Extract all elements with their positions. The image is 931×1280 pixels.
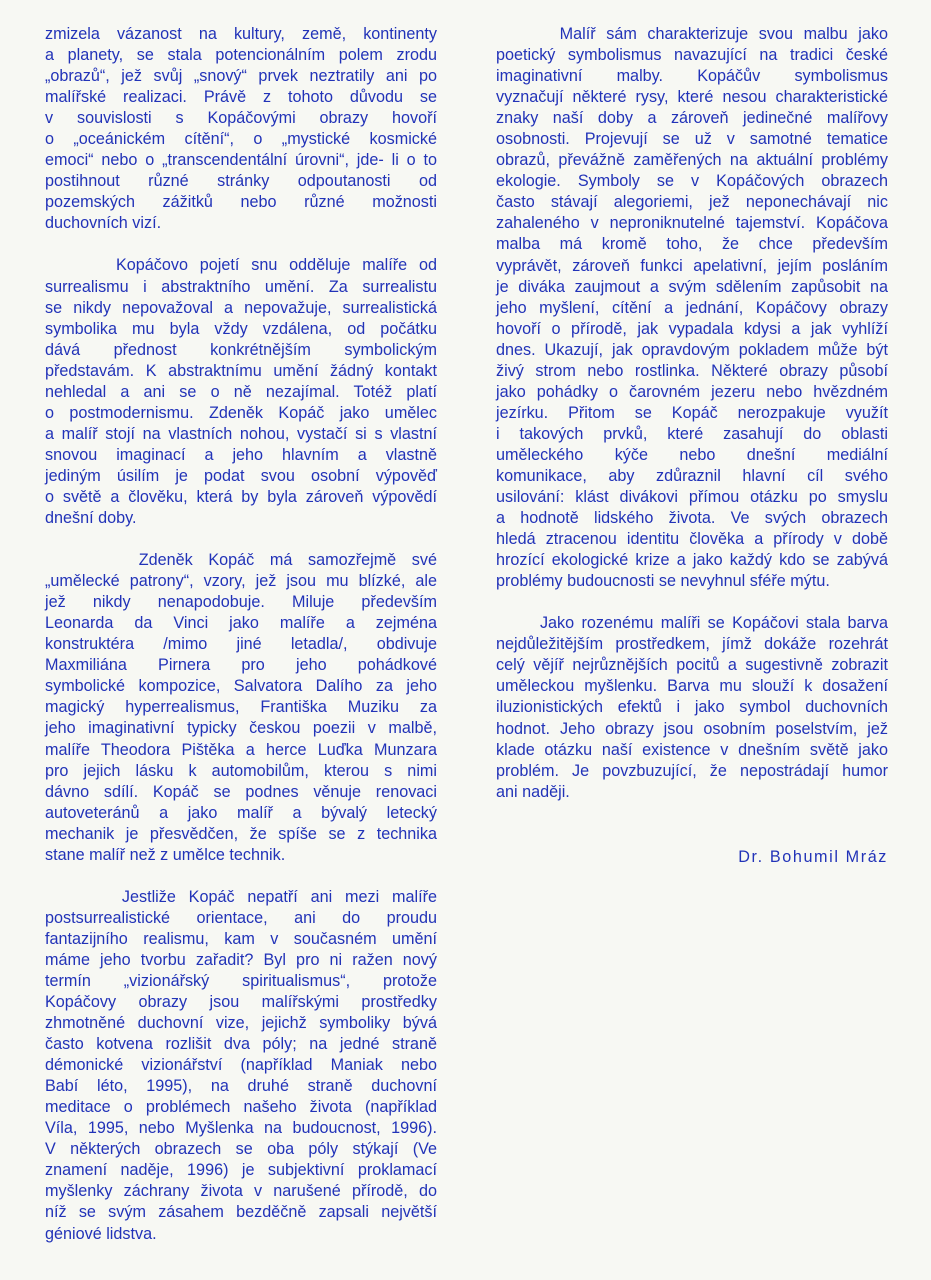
text-line: nejdůležitějším prostředkem, jímž dokáže rozehrát (496, 635, 888, 654)
text-line: Maxmiliána Pirnera pro jeho pohádkové (45, 656, 437, 675)
text-line: dnes. Ukazují, jak opravdovým pokladem může být (496, 340, 888, 359)
text-line: iluzionistických efektů i jako symbol duchovních (496, 698, 888, 717)
text-line: vyprávět, zároveň funkci apelativní, jejím posláním (496, 256, 888, 275)
text-line: dává přednost konkrétnějším symbolickým (45, 340, 437, 359)
text-line: problém. Je povzbuzující, že nepostrádají humor (496, 761, 888, 780)
text-line: konstruktéra /mimo jiné letadla/, obdivuje (45, 635, 437, 654)
text-line: živý strom nebo rostlinka. Některé obrazy působí (496, 361, 888, 380)
text-line: jeho imaginativní typicky českou poezii v malbě, (45, 719, 437, 738)
text-line: zhmotněné duchovní vize, jejichž symboliky bývá (45, 1014, 437, 1033)
text-line: magický hyperrealismus, Františka Muziku za (45, 698, 437, 717)
text-line: malba má kromě toho, že chce především (496, 235, 888, 254)
text-line: zmizela vázanost na kultury, země, kontinenty (45, 25, 437, 43)
text-line: vyznačují některé rysy, které nesou charakteristické (496, 88, 888, 107)
text-line: postihnout různé stránky odpoutanosti od (45, 172, 437, 191)
paragraph-gap (45, 234, 437, 255)
text-line: představám. K abstraktnímu umění žádný kontakt (45, 361, 437, 380)
paragraph (496, 24, 888, 592)
text-line: jediným úsilím je podat svou osobní výpověď (45, 466, 437, 485)
text-line: usilování: klást divákovi přímou otázku po smyslu (496, 488, 888, 507)
text-line: termín „vizionářský spiritualismus“, protože (45, 971, 437, 990)
text-line: v souvislosti s Kopáčovými obrazy hovoří (45, 109, 437, 128)
text-line: problémy budoucnosti se nevyhnul sféře mýtu. (496, 572, 830, 591)
text-line: jež nikdy nenapodobuje. Miluje především (45, 593, 437, 612)
text-line: znamení naděje, 1996) je subjektivní proklamací (45, 1161, 437, 1180)
text-line: V některých obrazech se oba póly stýkají (Ve (45, 1140, 437, 1159)
text-line: o „oceánickém cítění“, o „mystické kosmické (45, 130, 437, 149)
text-line: o světě a člověku, která by byla zároveň výpovědí (45, 487, 437, 506)
text-line: níž se svým zásahem bezděčně zapsali největší (45, 1203, 437, 1222)
paragraph-gap (496, 592, 888, 613)
text-line: a hodnotě lidského života. Ve svých obrazech (496, 509, 888, 528)
paragraph (45, 887, 437, 1245)
text-line: komunikace, aby zdůraznil hlavní cíl svého (496, 466, 888, 485)
text-line: Zdeněk Kopáč má samozřejmě své (45, 551, 437, 570)
text-line: osobnosti. Projevují se už v samotné tematice (496, 130, 888, 149)
text-line: pro jejich lásku k automobilům, kterou s nimi (45, 761, 437, 780)
text-line: nehledal a ani se o ně nezajímal. Totéž platí (45, 382, 437, 401)
text-line: symbolické kompozice, Salvatora Dalího za jeho (45, 677, 437, 696)
text-line: Jako rozenému malíři se Kopáčovi stala barva (496, 614, 888, 633)
text-line: imaginativní malby. Kopáčův symbolismus (496, 67, 888, 86)
text-line: často stávají alegoriemi, jež neponechávají nic (496, 193, 888, 212)
text-line: uměleckého kýče nebo dnešní mediální (496, 445, 888, 464)
text-line: Kopáčovo pojetí snu odděluje malíře od (45, 256, 437, 275)
text-line: a planety, se stala potencionálním polem zrodu (45, 46, 437, 65)
text-line: stane malíř než z umělce technik. (45, 845, 286, 864)
text-line: démonické vizionářství (například Maniak nebo (45, 1056, 437, 1075)
text-line: emoci“ nebo o „transcendentální úrovni“, jde- li o to (45, 151, 437, 170)
text-line: hledá ztracenou identitu člověka a přírody v době (496, 530, 888, 549)
text-line: Víla, 1995, nebo Myšlenka na budoucnost, 1996). (45, 1119, 437, 1138)
text-line: hodnot. Jeho obrazy jsou osobním poselstvím, jež (496, 719, 888, 738)
text-line: dávno sdílí. Kopáč se podnes věnuje renovaci (45, 782, 437, 801)
text-line: myšlenky záchrany života v narušené přírodě, do (45, 1182, 437, 1201)
text-line: géniové lidstva. (45, 1224, 157, 1243)
text-line: ekologie. Symboly se v Kopáčových obrazech (496, 172, 888, 191)
text-line: klade otázku naší existence v dnešním světě jako (496, 740, 888, 759)
text-line: máme jeho tvorbu zařadit? Byl pro ni ražen nový (45, 950, 437, 969)
paragraph (496, 613, 888, 802)
text-line: obrazů, převážně zaměřených na aktuální problémy (496, 151, 888, 170)
text-line: malířské realizaci. Právě z tohoto důvodu se (45, 88, 437, 107)
text-line: „umělecké patrony“, vzory, jež jsou mu blízké, ale (45, 572, 437, 591)
text-line: Leonarda da Vinci jako malíře a zejména (45, 614, 437, 633)
paragraph (45, 24, 437, 234)
text-line: poetický symbolismus navazující na tradici české (496, 46, 888, 65)
text-line: surrealismu i abstraktního umění. Za surrealistu (45, 277, 437, 296)
text-line: jezírku. Přitom se Kopáč nerozpakuje využít (496, 403, 888, 422)
text-line: ani naději. (496, 782, 570, 801)
text-line: Babí léto, 1995), na druhé straně duchovní (45, 1077, 437, 1096)
text-line: znaky naší doby a zároveň jedinečné malířovy (496, 109, 888, 128)
paragraph (45, 550, 437, 866)
text-line: pozemských zážitků nebo různé možnosti (45, 193, 437, 212)
text-line: a malíř stojí na vlastních nohou, vystačí si s vlastní (45, 424, 437, 443)
text-line: autoveteránů a jako malíř a bývalý letecký (45, 803, 437, 822)
text-line: se nikdy nepovažoval a nepovažuje, surrealistická (45, 298, 437, 317)
text-line: snovou imaginací a jeho hlavním a vlastně (45, 445, 437, 464)
text-line: je diváka zaujmout a svým sdělením zapůsobit na (496, 277, 888, 296)
text-line: dnešní doby. (45, 509, 137, 528)
text-line: postsurrealistické orientace, ani do proudu (45, 908, 437, 927)
text-line: mechanik je přesvědčen, že spíše se z technika (45, 824, 437, 843)
text-line: Malíř sám charakterizuje svou malbu jako (496, 25, 888, 43)
text-line: meditace o problémech našeho života (například (45, 1098, 437, 1117)
paragraph-gap (45, 866, 437, 887)
text-line: fantazijního realismu, kam v současném umění (45, 929, 437, 948)
text-line: celý vějíř nejrůznějších pocitů a sugestivně zobrazit (496, 656, 888, 675)
text-line: Jestliže Kopáč nepatří ani mezi malíře (45, 887, 437, 906)
author-signature: Dr. Bohumil Mráz (738, 848, 888, 866)
text-line: uměleckou myšlenku. Barva mu slouží k dosažení (496, 677, 888, 696)
text-line: zahaleného v neproniknutelné tajemství. Kopáčova (496, 214, 888, 233)
text-line: symbolika mu byla vždy vzdálena, od počátku (45, 319, 437, 338)
text-line: i takových prvků, které zasahují do oblasti (496, 424, 888, 443)
text-line: hrozící ekologické krize a jako každý kdo se zabývá (496, 551, 888, 570)
left-column (45, 24, 437, 1245)
right-column (496, 24, 888, 803)
text-line: malíře Theodora Pištěka a herce Luďka Munzara (45, 740, 437, 759)
text-line: jeho myšlení, cítění a jednání, Kopáčovy obrazy (496, 298, 888, 317)
text-line: o postmodernismu. Zdeněk Kopáč jako umělec (45, 403, 437, 422)
text-line: duchovních vizí. (45, 214, 162, 233)
text-line: „obrazů“, jež svůj „snový“ prvek neztratily ani po (45, 67, 437, 86)
paragraph (45, 255, 437, 529)
text-line: Kopáčovy obrazy jsou malířskými prostředky (45, 993, 437, 1012)
text-line: jako pohádky o čarovném jezeru nebo hvězdném (496, 382, 888, 401)
paragraph-gap (45, 529, 437, 550)
text-line: často kotvena rozlišit dva póly; na jedné straně (45, 1035, 437, 1054)
text-line: hovoří o přírodě, jak vypadala kdysi a jak vyhlíží (496, 319, 888, 338)
